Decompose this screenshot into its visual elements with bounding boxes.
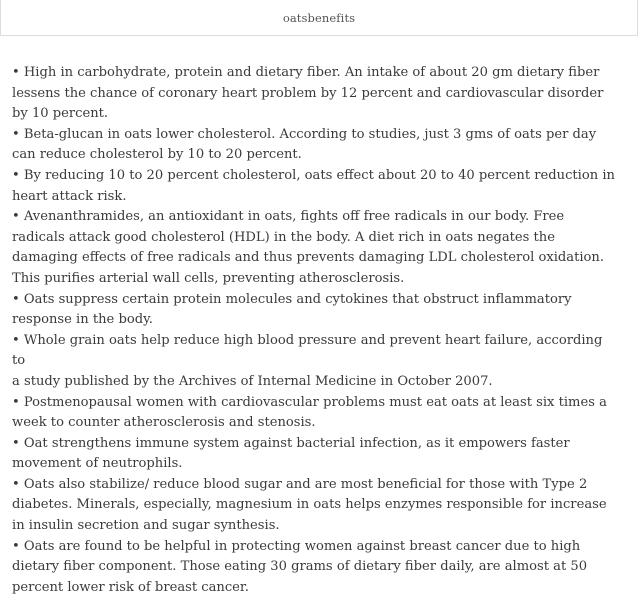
article-body [12,63,618,598]
list-item: • Oats suppress certain protein molecules and cytokines that obstruct inflammatory response in the body. [12,291,572,328]
list-item: • Oats also stabilize/ reduce blood sugar and are most beneficial for those with Type 2 diabetes. Minerals, especially, magnesium in oats helps enzymes responsible for increase in insulin secretion and sugar synthesis. [12,476,607,534]
list-item: • Whole grain oats help reduce high blood pressure and prevent heart failure, according to a study published by the Archives of Internal Medicine in October 2007. [12,332,603,389]
page-header [0,0,638,36]
list-item: • Oats are found to be helpful in protecting women against breast cancer due to high dietary fiber component. Those eating 30 grams of dietary fiber daily, are almost at 50 percent lower risk of breast cancer. [12,538,588,595]
list-item: • Beta-glucan in oats lower cholesterol. According to studies, just 3 gms of oats per day can reduce cholesterol by 10 to 20 percent. [12,126,597,163]
list-item: • Oat strengthens immune system against bacterial infection, as it empowers faster movement of neutrophils. [12,435,570,472]
list-item: • By reducing 10 to 20 percent cholesterol, oats effect about 20 to 40 percent reduction in heart attack risk. [12,167,615,204]
list-item: • Postmenopausal women with cardiovascular problems must eat oats at least six times a week to counter atherosclerosis and stenosis. [12,394,607,431]
page-title: oatsbenefits [282,10,356,25]
list-item: • High in carbohydrate, protein and dietary fiber. An intake of about 20 gm dietary fiber lessens the chance of coronary heart problem by 12 percent and cardiovascular disorder by 10 percent. [12,65,604,122]
list-item: • Avenanthramides, an antioxidant in oats, fights off free radicals in our body. Free radicals attack good cholesterol (HDL) in the body. A diet rich in oats negates the damaging effects of free radicals and thus prevents damaging LDL cholesterol oxidation. This purifies arterial wall cells, preventing atherosclerosis. [12,209,605,286]
